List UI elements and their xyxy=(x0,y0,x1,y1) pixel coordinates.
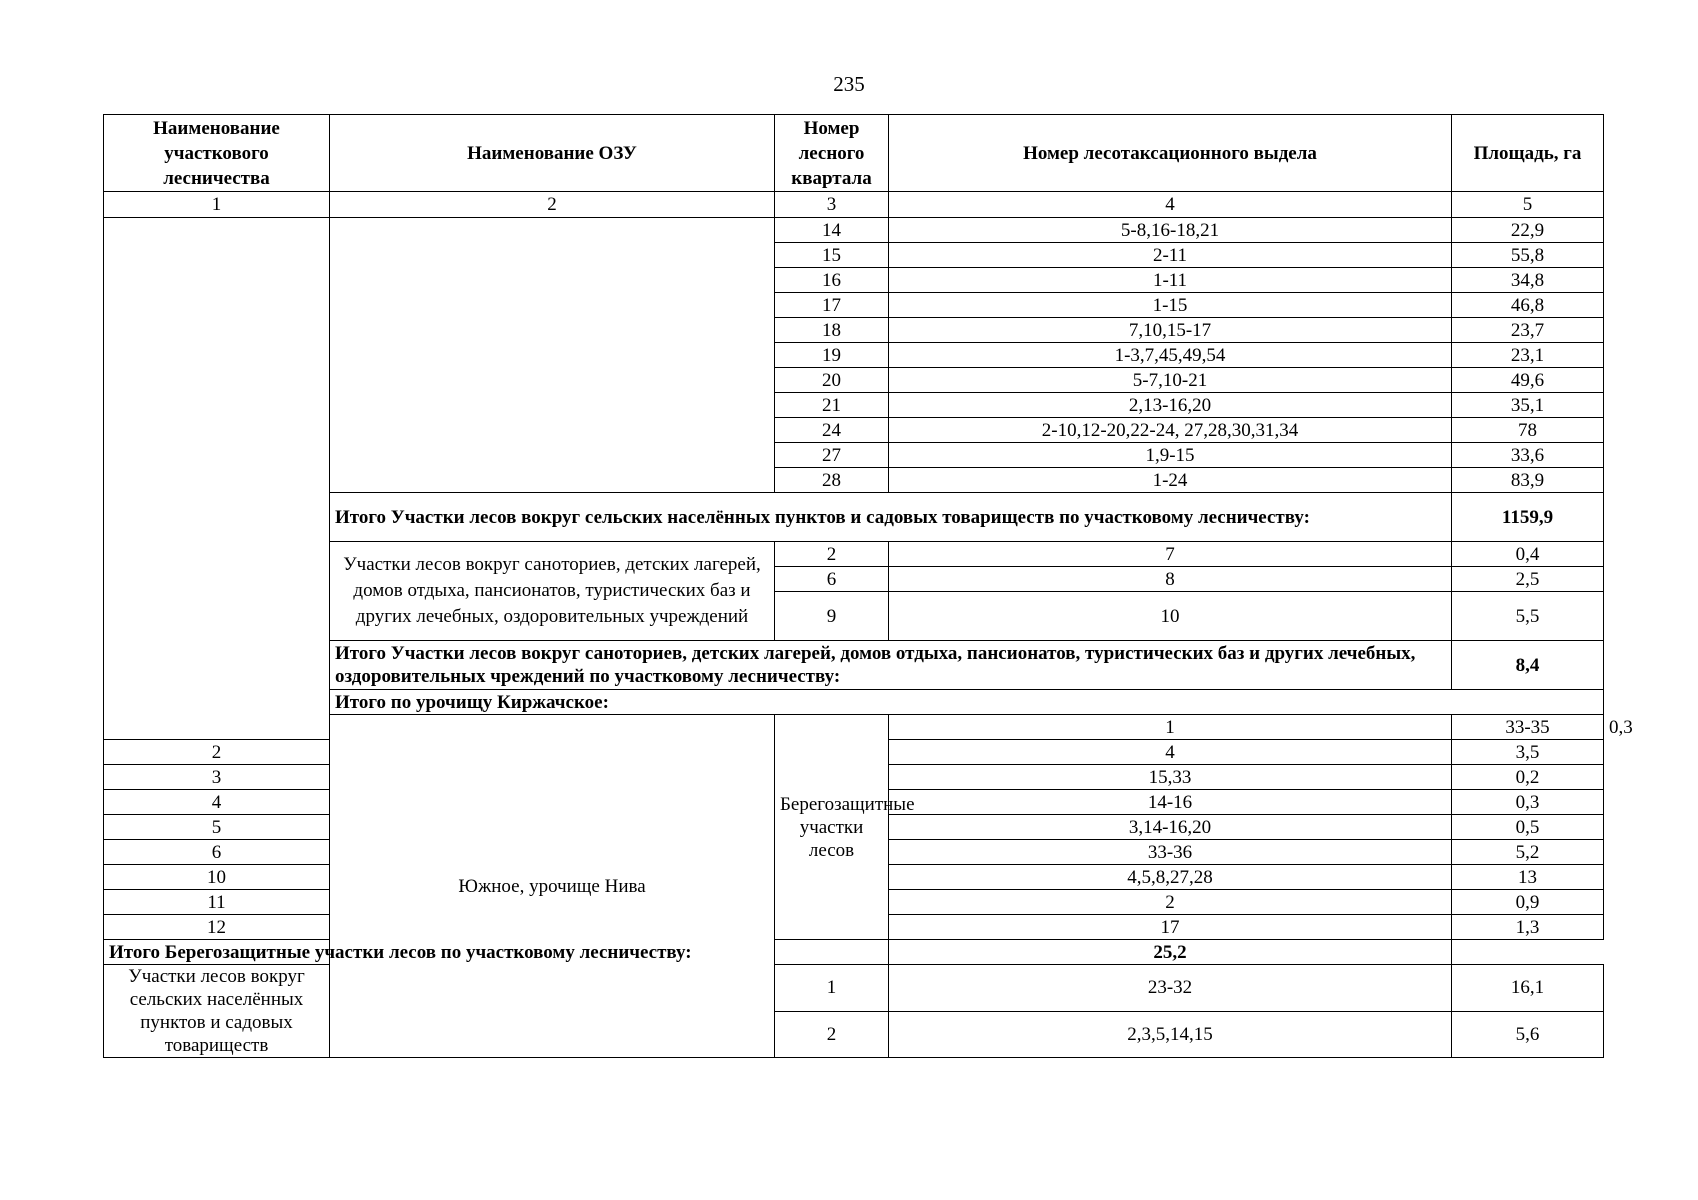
area-cell: 35,1 xyxy=(1452,393,1604,418)
vydel-cell: 7 xyxy=(889,542,1452,567)
column-number: 1 xyxy=(104,192,330,218)
header-area: Площадь, га xyxy=(1452,115,1604,192)
kvartal-cell: 27 xyxy=(775,443,889,468)
vydel-cell: 1-24 xyxy=(889,468,1452,493)
vydel-cell: 1,9-15 xyxy=(889,443,1452,468)
vydel-cell: 23-32 xyxy=(889,965,1452,1012)
area-cell: 33,6 xyxy=(1452,443,1604,468)
area-cell: 34,8 xyxy=(1452,268,1604,293)
vydel-cell: 4 xyxy=(889,740,1452,765)
kvartal-cell: 6 xyxy=(104,840,330,865)
column-number: 3 xyxy=(775,192,889,218)
kvartal-cell: 11 xyxy=(104,890,330,915)
kvartal-cell: 1 xyxy=(775,965,889,1012)
sanatorium-group-name: Участки лесов вокруг санoториев, детских лагерей, домов отдыха, пансионатов, туристических баз и других лечебных, оздоровительных учреждений xyxy=(330,542,775,641)
vydel-cell: 1-15 xyxy=(889,293,1452,318)
area-cell: 49,6 xyxy=(1452,368,1604,393)
total-urochishche-label: Итого по урочищу Киржачское: xyxy=(330,690,1604,715)
vydel-cell: 2 xyxy=(889,890,1452,915)
total-row-shore xyxy=(104,940,1604,965)
header-row xyxy=(104,115,1604,192)
column-number: 2 xyxy=(330,192,775,218)
area-cell: 5,5 xyxy=(1452,592,1604,641)
vydel-cell: 1-11 xyxy=(889,268,1452,293)
kvartal-cell: 3 xyxy=(104,765,330,790)
vydel-cell: 2,3,5,14,15 xyxy=(889,1011,1452,1058)
total-shore-value: 25,2 xyxy=(889,940,1452,965)
vydel-cell: 15,33 xyxy=(889,765,1452,790)
kvartal-cell: 2 xyxy=(104,740,330,765)
vydel-cell: 8 xyxy=(889,567,1452,592)
vydel-cell: 2,13-16,20 xyxy=(889,393,1452,418)
kvartal-cell: 5 xyxy=(104,815,330,840)
page-number: 235 xyxy=(833,72,865,96)
ozu-cell-empty xyxy=(330,218,775,493)
kvartal-cell: 4 xyxy=(104,790,330,815)
total-sanatorium-value: 8,4 xyxy=(1452,641,1604,690)
kvartal-cell: 18 xyxy=(775,318,889,343)
table-row xyxy=(104,965,1604,1012)
header-vydel: Номер лесотаксационного выдела xyxy=(889,115,1452,192)
area-cell: 23,1 xyxy=(1452,343,1604,368)
vydel-cell: 33-36 xyxy=(889,840,1452,865)
lesnichestvo-name: Южное, урочище Нива xyxy=(330,715,775,1058)
shore-group-name: Берегозащитные участки лесов xyxy=(775,715,889,940)
kvartal-cell: 16 xyxy=(775,268,889,293)
vydel-cell: 1-3,7,45,49,54 xyxy=(889,343,1452,368)
vydel-cell: 14-16 xyxy=(889,790,1452,815)
area-cell: 22,9 xyxy=(1452,218,1604,243)
area-cell: 0,9 xyxy=(1452,890,1604,915)
vydel-cell: 5-7,10-21 xyxy=(889,368,1452,393)
lesnichestvo-cell-empty xyxy=(104,218,330,740)
total-settlements-value: 1159,9 xyxy=(1452,493,1604,542)
vydel-cell: 33-35 xyxy=(1452,715,1604,740)
kvartal-cell: 6 xyxy=(775,567,889,592)
area-cell: 0,5 xyxy=(1452,815,1604,840)
area-cell: 0,3 xyxy=(1452,790,1604,815)
area-cell: 1,3 xyxy=(1452,915,1604,940)
area-cell: 2,5 xyxy=(1452,567,1604,592)
vydel-cell: 7,10,15-17 xyxy=(889,318,1452,343)
vydel-cell: 2-10,12-20,22-24, 27,28,30,31,34 xyxy=(889,418,1452,443)
kvartal-cell: 2 xyxy=(775,542,889,567)
kvartal-cell: 14 xyxy=(775,218,889,243)
kvartal-cell: 24 xyxy=(775,418,889,443)
area-cell: 0,4 xyxy=(1452,542,1604,567)
area-cell: 3,5 xyxy=(1452,740,1604,765)
total-settlements-label: Итого Участки лесов вокруг сельских населённых пунктов и садовых товариществ по участковому лесничеству: xyxy=(330,493,1452,542)
kvartal-cell: 19 xyxy=(775,343,889,368)
vydel-cell: 17 xyxy=(889,915,1452,940)
area-cell: 5,6 xyxy=(1452,1011,1604,1058)
area-cell: 83,9 xyxy=(1452,468,1604,493)
total-sanatorium-label: Итого Участки лесов вокруг санoториев, детских лагерей, домов отдыха, пансионатов, туристических баз и других лечебных, оздоровительных чреждений по участковому лесничеству: xyxy=(330,641,1452,690)
kvartal-cell: 2 xyxy=(775,1011,889,1058)
table-row: Южное, урочище Нива Берегозащитные участки лесов 1 33-35 0,3 xyxy=(104,715,1604,740)
table-row xyxy=(104,218,1604,243)
area-cell: 23,7 xyxy=(1452,318,1604,343)
column-number: 4 xyxy=(889,192,1452,218)
header-lesnichestvo: Наименование участкового лесничества xyxy=(104,115,330,192)
vydel-cell: 5-8,16-18,21 xyxy=(889,218,1452,243)
area-cell: 16,1 xyxy=(1452,965,1604,1012)
header-kvartal: Номер лесного квартала xyxy=(775,115,889,192)
kvartal-cell: 10 xyxy=(104,865,330,890)
vydel-cell: 3,14-16,20 xyxy=(889,815,1452,840)
vydel-cell: 10 xyxy=(889,592,1452,641)
header-ozu: Наименование ОЗУ xyxy=(330,115,775,192)
column-number: 5 xyxy=(1452,192,1604,218)
vydel-cell: 2-11 xyxy=(889,243,1452,268)
kvartal-cell: 17 xyxy=(775,293,889,318)
kvartal-cell: 21 xyxy=(775,393,889,418)
forest-areas-table xyxy=(103,114,1633,1058)
settlements-group-name: Участки лесов вокруг сельских населённых пунктов и садовых товариществ xyxy=(104,965,330,1058)
area-cell: 5,2 xyxy=(1452,840,1604,865)
area-cell: 13 xyxy=(1452,865,1604,890)
column-numbers-row xyxy=(104,192,1604,218)
kvartal-cell: 9 xyxy=(775,592,889,641)
total-shore-label: Итого Берегозащитные участки лесов по участковому лесничеству: xyxy=(104,940,889,965)
area-cell: 0,2 xyxy=(1452,765,1604,790)
area-cell: 55,8 xyxy=(1452,243,1604,268)
area-cell: 78 xyxy=(1452,418,1604,443)
kvartal-cell: 15 xyxy=(775,243,889,268)
kvartal-cell: 1 xyxy=(889,715,1452,740)
kvartal-cell: 12 xyxy=(104,915,330,940)
vydel-cell: 4,5,8,27,28 xyxy=(889,865,1452,890)
kvartal-cell: 28 xyxy=(775,468,889,493)
kvartal-cell: 20 xyxy=(775,368,889,393)
area-cell: 46,8 xyxy=(1452,293,1604,318)
